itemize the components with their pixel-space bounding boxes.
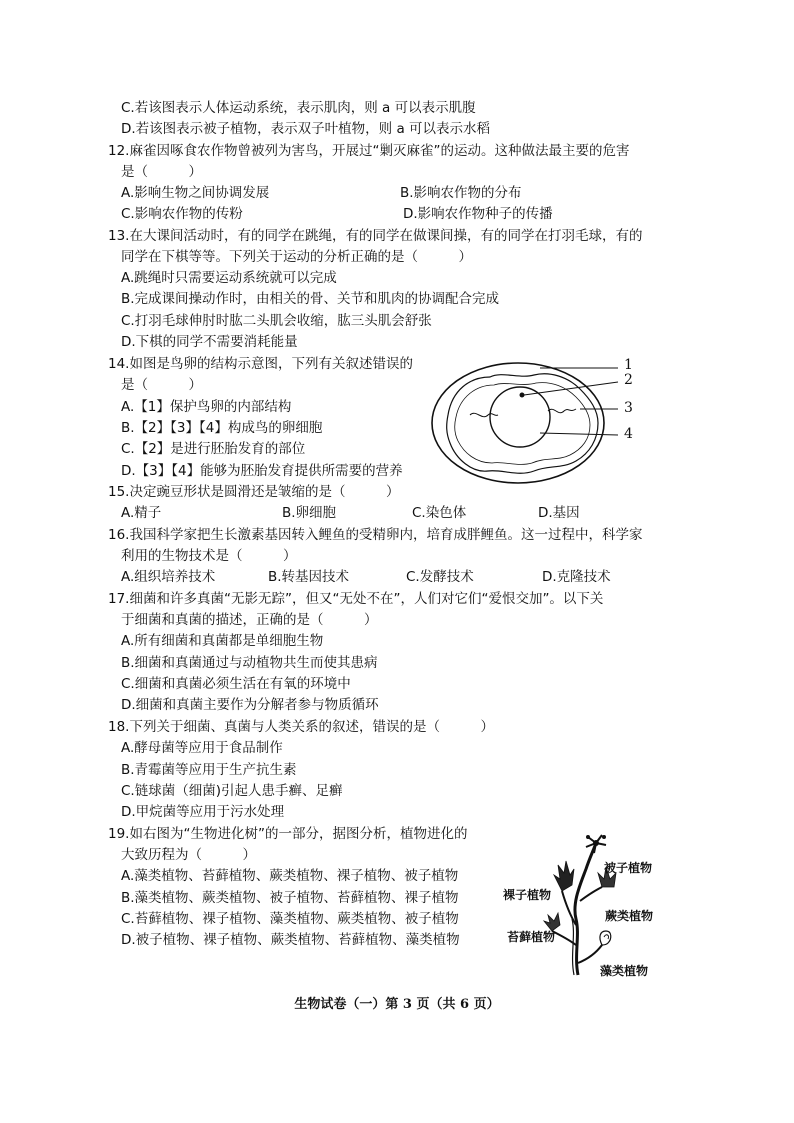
egg-membrane [447, 374, 598, 474]
tree-label-moss: 苔藓植物 [507, 930, 556, 944]
question-15-option-d: D.基因 [538, 505, 580, 521]
gymnosperm-plant [554, 861, 574, 891]
question-16-option-c: C.发酵技术 [406, 569, 474, 585]
question-13-option-c: C.打羽毛球伸肘时肱二头肌会收缩，肱三头肌会舒张 [121, 313, 432, 329]
tree-label-algae: 藻类植物 [600, 964, 649, 978]
tree-label-angiosperm: 被子植物 [604, 861, 653, 875]
question-17-stem-cont: 于细菌和真菌的描述，正确的是（ ） [121, 612, 378, 628]
chalaza-right [548, 409, 576, 413]
question-12-option-c: C.影响农作物的传粉 [121, 206, 243, 222]
question-17-option-c: C.细菌和真菌必须生活在有氧的环境中 [121, 676, 351, 692]
egg-label-2: 2 [624, 372, 633, 388]
branch-algae [578, 945, 602, 963]
question-14-stem: 14.如图是鸟卵的结构示意图，下列有关叙述错误的 [108, 356, 413, 372]
question-18-option-a: A.酵母菌等应用于食品制作 [121, 740, 283, 756]
chalaza-left [470, 413, 498, 416]
question-15-stem: 15.决定豌豆形状是圆滑还是皱缩的是（ ） [108, 484, 400, 500]
branch-moss [552, 931, 576, 945]
question-16-stem-cont: 利用的生物技术是（ ） [121, 548, 297, 564]
question-14-option-d: D.【3】【4】能够为胚胎发育提供所需要的营养 [121, 463, 403, 479]
question-13-stem: 13.在大课间活动时，有的同学在跳绳，有的同学在做课间操，有的同学在打羽毛球，有的 [108, 228, 643, 244]
question-14-option-b: B.【2】【3】【4】构成鸟的卵细胞 [121, 420, 323, 436]
question-15-option-b: B.卵细胞 [282, 505, 337, 521]
question-16-option-a: A.组织培养技术 [121, 569, 216, 585]
question-13-option-d: D.下棋的同学不需要消耗能量 [121, 334, 298, 350]
question-13-option-b: B.完成课间操动作时，由相关的骨、关节和肌肉的协调配合完成 [121, 291, 500, 307]
branch-fern [580, 887, 602, 901]
question-14-option-a: A.【1】保护鸟卵的内部结构 [121, 399, 292, 415]
question-17-option-a: A.所有细菌和真菌都是单细胞生物 [121, 633, 324, 649]
question-16-option-b: B.转基因技术 [268, 569, 350, 585]
egg-label-4: 4 [624, 426, 633, 442]
egg-shell [432, 363, 604, 483]
question-19-stem: 19.如右图为“生物进化树”的一部分，据图分析，植物进化的 [108, 826, 468, 842]
algae-plant [600, 931, 611, 945]
question-12-option-b: B.影响农作物的分布 [400, 185, 522, 201]
question-12-stem-cont: 是（ ） [121, 164, 202, 180]
question-14-stem-cont: 是（ ） [121, 377, 202, 393]
question-17-option-b: B.细菌和真菌通过与动植物共生而使其患病 [121, 655, 378, 671]
question-18-option-b: B.青霉菌等应用于生产抗生素 [121, 762, 297, 778]
question-17-option-d: D.细菌和真菌主要作为分解者参与物质循环 [121, 697, 379, 713]
question-16-stem: 16.我国科学家把生长激素基因转入鲤鱼的受精卵内，培育成胖鲤鱼。这一过程中，科学家 [108, 527, 643, 543]
question-19-option-b: B.藻类植物、蕨类植物、被子植物、苔藓植物、裸子植物 [121, 890, 459, 906]
question-15-option-c: C.染色体 [412, 505, 467, 521]
question-19-option-d: D.被子植物、裸子植物、蕨类植物、苔藓植物、藻类植物 [121, 932, 460, 948]
page-footer: 生物试卷（一）第 3 页（共 6 页） [294, 997, 500, 1012]
question-19-option-a: A.藻类植物、苔藓植物、蕨类植物、裸子植物、被子植物 [121, 868, 459, 884]
question-18-option-d: D.甲烷菌等应用于污水处理 [121, 804, 285, 820]
question-16-option-d: D.克隆技术 [542, 569, 611, 585]
question-19-option-c: C.苔藓植物、裸子植物、藻类植物、蕨类植物、被子植物 [121, 911, 459, 927]
germinal-disc [520, 393, 525, 398]
question-12-option-d: D.影响农作物种子的传播 [403, 206, 553, 222]
egg-label-1: 1 [624, 357, 633, 373]
question-18-stem: 18.下列关于细菌、真菌与人类关系的叙述，错误的是（ ） [108, 719, 494, 735]
egg-label-3: 3 [624, 400, 633, 416]
question-13-stem-cont: 同学在下棋等等。下列关于运动的分析正确的是（ ） [121, 249, 472, 265]
question-12-stem: 12.麻雀因啄食农作物曾被列为害鸟，开展过“剿灭麻雀”的运动。这种做法最主要的危害 [108, 143, 630, 159]
option-line: C.若该图表示人体运动系统，表示肌肉，则 a 可以表示肌腹 [121, 100, 476, 116]
question-13-option-a: A.跳绳时只需要运动系统就可以完成 [121, 270, 337, 286]
tree-label-gymnosperm: 裸子植物 [503, 888, 552, 902]
question-17-stem: 17.细菌和许多真菌“无影无踪”，但又“无处不在”，人们对它们“爱恨交加”。以下关 [108, 591, 604, 607]
tree-label-fern: 蕨类植物 [605, 909, 654, 923]
question-19-stem-cont: 大致历程为（ ） [121, 847, 256, 863]
question-14-option-c: C.【2】是进行胚胎发育的部位 [121, 441, 306, 457]
option-line: D.若该图表示被子植物，表示双子叶植物，则 a 可以表示水稻 [121, 121, 491, 137]
question-18-option-c: C.链球菌（细菌)引起人患手癣、足癣 [121, 783, 343, 799]
question-12-option-a: A.影响生物之间协调发展 [121, 185, 270, 201]
angiosperm-plant [586, 835, 606, 853]
question-15-option-a: A.精子 [121, 505, 162, 521]
